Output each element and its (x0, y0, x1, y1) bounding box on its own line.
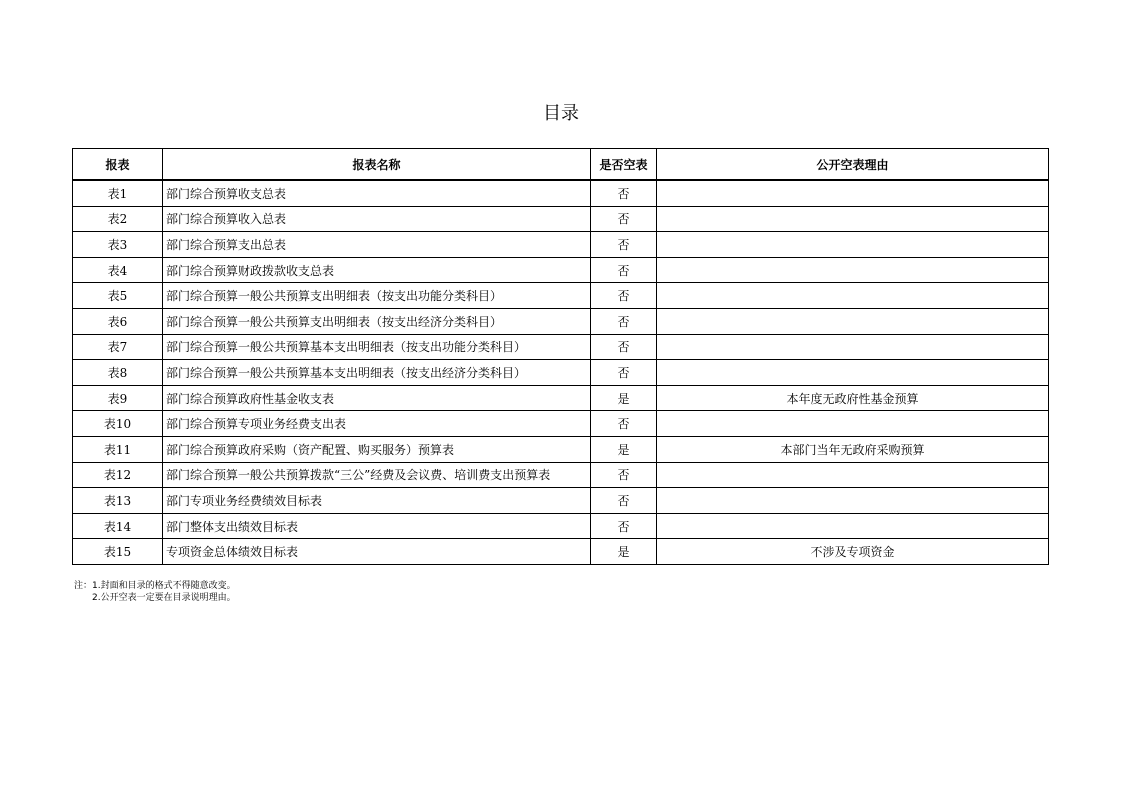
table-header-row (73, 149, 1049, 181)
header-report-name: 报表名称 (163, 149, 591, 181)
report-id: 表4 (73, 257, 163, 283)
empty-reason (657, 411, 1049, 437)
report-id: 表8 (73, 360, 163, 386)
empty-reason (657, 257, 1049, 283)
empty-reason (657, 283, 1049, 309)
report-name: 专项资金总体绩效目标表 (163, 539, 591, 565)
report-name: 部门综合预算一般公共预算基本支出明细表（按支出功能分类科目） (163, 334, 591, 360)
is-empty: 否 (591, 488, 657, 514)
table-row (73, 488, 1049, 514)
empty-reason (657, 232, 1049, 258)
footnotes (74, 580, 236, 604)
table-row (73, 206, 1049, 232)
empty-reason (657, 513, 1049, 539)
is-empty: 否 (591, 334, 657, 360)
is-empty: 是 (591, 436, 657, 462)
empty-reason (657, 206, 1049, 232)
report-name: 部门综合预算政府性基金收支表 (163, 385, 591, 411)
table-row (73, 232, 1049, 258)
table-row (73, 385, 1049, 411)
is-empty: 否 (591, 257, 657, 283)
report-id: 表15 (73, 539, 163, 565)
report-id: 表3 (73, 232, 163, 258)
report-name: 部门整体支出绩效目标表 (163, 513, 591, 539)
is-empty: 是 (591, 385, 657, 411)
is-empty: 否 (591, 232, 657, 258)
empty-reason (657, 462, 1049, 488)
empty-reason (657, 334, 1049, 360)
report-name: 部门综合预算政府采购（资产配置、购买服务）预算表 (163, 436, 591, 462)
is-empty: 否 (591, 283, 657, 309)
table-row (73, 539, 1049, 565)
table-row (73, 360, 1049, 386)
report-id: 表13 (73, 488, 163, 514)
report-name: 部门综合预算收支总表 (163, 180, 591, 206)
report-name: 部门综合预算一般公共预算拨款“三公”经费及会议费、培训费支出预算表 (163, 462, 591, 488)
empty-reason: 本年度无政府性基金预算 (657, 385, 1049, 411)
page-title: 目录 (543, 103, 579, 124)
table-row (73, 283, 1049, 309)
report-id: 表14 (73, 513, 163, 539)
empty-reason (657, 360, 1049, 386)
is-empty: 否 (591, 206, 657, 232)
empty-reason (657, 308, 1049, 334)
header-report: 报表 (73, 149, 163, 181)
empty-reason: 本部门当年无政府采购预算 (657, 436, 1049, 462)
report-name: 部门综合预算专项业务经费支出表 (163, 411, 591, 437)
footnote-2: 2.公开空表一定要在目录说明理由。 (92, 593, 236, 603)
header-empty-reason: 公开空表理由 (657, 149, 1049, 181)
is-empty: 否 (591, 411, 657, 437)
report-id: 表1 (73, 180, 163, 206)
is-empty: 是 (591, 539, 657, 565)
report-name: 部门综合预算支出总表 (163, 232, 591, 258)
report-name: 部门综合预算财政拨款收支总表 (163, 257, 591, 283)
table-row (73, 462, 1049, 488)
table-row (73, 513, 1049, 539)
table-row (73, 411, 1049, 437)
report-name: 部门专项业务经费绩效目标表 (163, 488, 591, 514)
report-id: 表6 (73, 308, 163, 334)
report-name: 部门综合预算一般公共预算基本支出明细表（按支出经济分类科目） (163, 360, 591, 386)
report-id: 表5 (73, 283, 163, 309)
report-name: 部门综合预算一般公共预算支出明细表（按支出功能分类科目） (163, 283, 591, 309)
table-row (73, 308, 1049, 334)
header-is-empty: 是否空表 (591, 149, 657, 181)
footnote-1: 注：1.封面和目录的格式不得随意改变。 (74, 581, 236, 591)
is-empty: 否 (591, 513, 657, 539)
report-id: 表9 (73, 385, 163, 411)
report-name: 部门综合预算一般公共预算支出明细表（按支出经济分类科目） (163, 308, 591, 334)
report-name: 部门综合预算收入总表 (163, 206, 591, 232)
table-row (73, 180, 1049, 206)
directory-table (72, 148, 1049, 565)
report-id: 表11 (73, 436, 163, 462)
report-id: 表7 (73, 334, 163, 360)
report-id: 表2 (73, 206, 163, 232)
report-id: 表10 (73, 411, 163, 437)
report-id: 表12 (73, 462, 163, 488)
empty-reason (657, 180, 1049, 206)
table-row (73, 436, 1049, 462)
is-empty: 否 (591, 180, 657, 206)
table-row (73, 334, 1049, 360)
table-row (73, 257, 1049, 283)
is-empty: 否 (591, 360, 657, 386)
empty-reason: 不涉及专项资金 (657, 539, 1049, 565)
empty-reason (657, 488, 1049, 514)
is-empty: 否 (591, 308, 657, 334)
is-empty: 否 (591, 462, 657, 488)
